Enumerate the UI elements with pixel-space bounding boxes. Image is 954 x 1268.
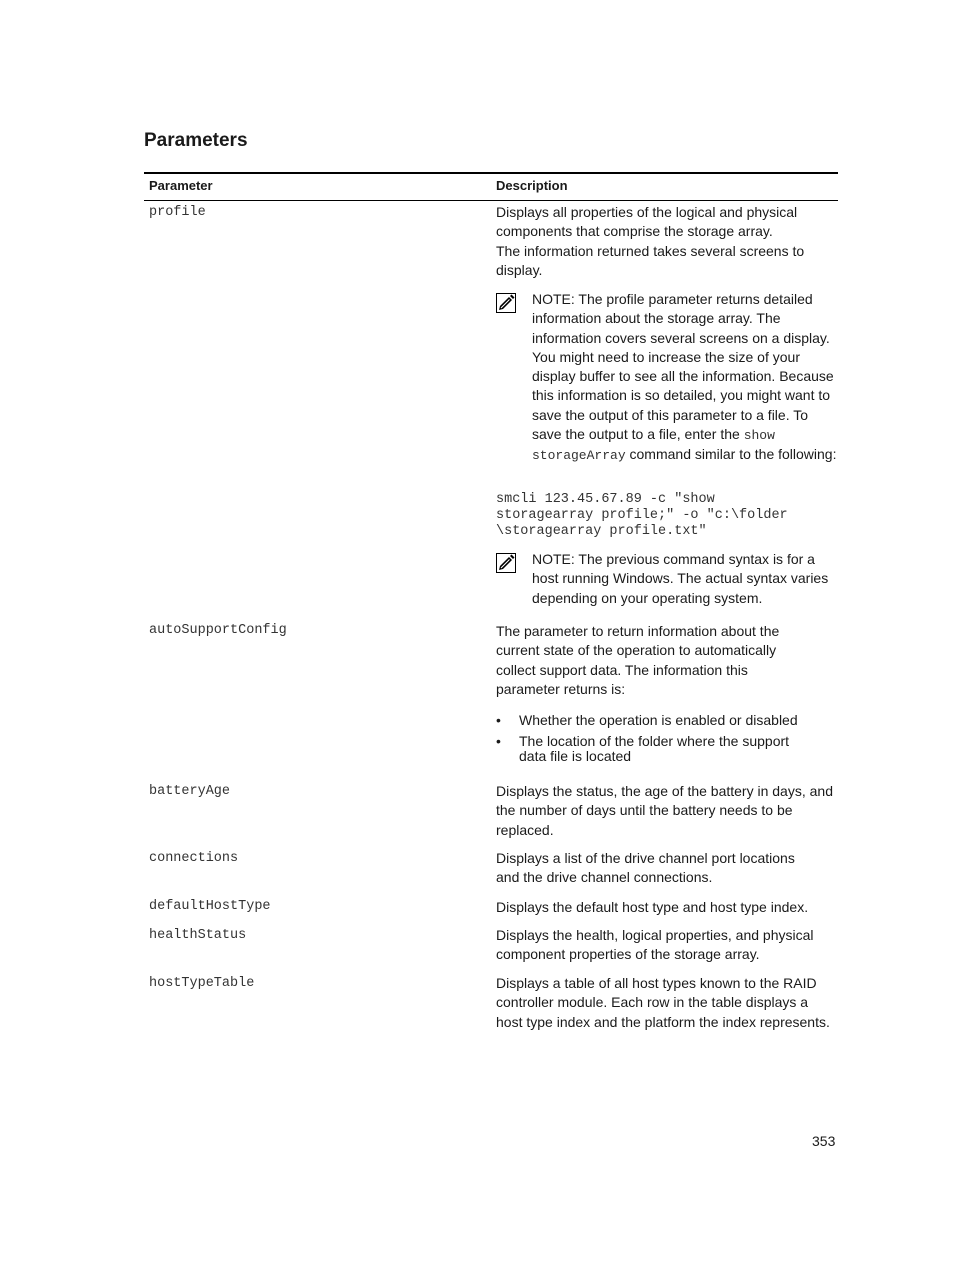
list-item: • Whether the operation is enabled or disabled xyxy=(496,713,816,728)
note-text: The previous command syntax is for a host running Windows. The actual syntax varies depending on your operating system. xyxy=(532,551,829,606)
desc-defaultHostType: Displays the default host type and host type index. xyxy=(496,899,809,915)
note-text-a: The profile parameter returns detailed information about the storage array. The information covers several screens on a display. You might need to increase the size of your display buffer to see all the information. Because this information is so detailed, you might want to save the output of this parameter to a file. To save the output to a file, enter the xyxy=(532,291,834,443)
param-batteryAge: batteryAge xyxy=(149,784,231,799)
section-heading: Parameters xyxy=(144,130,248,151)
column-header-parameter: Parameter xyxy=(149,178,213,193)
table-header xyxy=(144,172,838,201)
desc-autoSupportConfig: The parameter to return information about the current state of the operation to automatically collect support data. The information this parameter returns is: xyxy=(496,623,780,697)
desc-profile-2: The information returned takes several screens to display. xyxy=(496,243,805,279)
desc-batteryAge: Displays the status, the age of the battery in days, and the number of days until the battery needs to be replaced. xyxy=(496,783,833,838)
note-label: NOTE: xyxy=(532,551,575,567)
note-windows xyxy=(532,550,840,608)
bullet-list xyxy=(496,713,816,770)
desc-profile-1: Displays all properties of the logical and physical components that comprise the storage array. xyxy=(496,204,798,240)
note-text-b: command similar to the following: xyxy=(625,446,837,463)
param-defaultHostType: defaultHostType xyxy=(149,899,271,914)
param-healthStatus: healthStatus xyxy=(149,928,247,943)
note-pencil-icon xyxy=(496,553,516,573)
parameters-table xyxy=(144,172,838,201)
note-inline-code: show storageArray xyxy=(532,428,775,464)
param-hostTypeTable: hostTypeTable xyxy=(149,976,255,991)
param-connections: connections xyxy=(149,851,239,866)
desc-hostTypeTable: Displays a table of all host types known to the RAID controller module. Each row in the table displays a host type index and the platform the index represents. xyxy=(496,975,830,1030)
note-pencil-icon xyxy=(496,293,516,313)
page-number: 353 xyxy=(812,1133,836,1149)
note-profile xyxy=(532,290,840,466)
desc-healthStatus: Displays the health, logical properties, and physical component properties of the storage array. xyxy=(496,927,814,963)
note-label: NOTE: xyxy=(532,291,575,307)
code-example: smcli 123.45.67.89 -c "show storagearray profile;" -o "c:\folder \storagearray profile.txt" xyxy=(496,492,788,539)
column-header-description: Description xyxy=(496,178,568,193)
desc-connections: Displays a list of the drive channel port locations and the drive channel connections. xyxy=(496,850,795,886)
param-profile: profile xyxy=(149,205,206,220)
list-item: • The location of the folder where the support data file is located xyxy=(496,734,816,764)
param-autoSupportConfig: autoSupportConfig xyxy=(149,623,287,638)
